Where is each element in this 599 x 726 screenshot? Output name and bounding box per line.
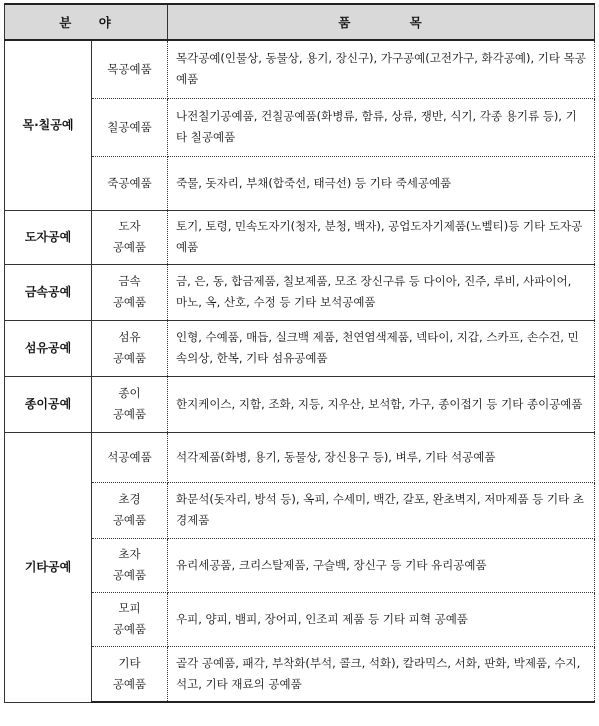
table-row (5, 538, 595, 592)
table-row (5, 482, 595, 538)
items-cell: 금, 은, 동, 합금제품, 칠보제품, 모조 장신구류 등 다이아, 진주, 루비, 사파이어, 마노, 옥, 산호, 수정 등 기타 보석공예품 (168, 264, 595, 320)
subcategory-line: 초경 (118, 492, 141, 506)
items-cell: 토기, 토령, 민속도자기(청자, 분청, 백자), 공업도자기제품(노벨티)등 기타 도자공예품 (168, 210, 595, 264)
subcategory-cell (92, 538, 168, 592)
items-cell: 한지케이스, 지함, 조화, 지등, 지우산, 보석함, 가구, 종이접기 등 기타 종이공예품 (168, 376, 595, 432)
table-row (5, 156, 595, 210)
field-cell: 목·칠공예 (5, 40, 92, 210)
table-row (5, 40, 595, 98)
subcategory-line: 목공예품 (107, 61, 152, 76)
subcategory-line: 공예품 (112, 676, 147, 691)
subcategory-line: 공예품 (112, 351, 147, 365)
field-cell: 종이공예 (5, 376, 92, 432)
subcategory-cell (92, 592, 168, 646)
items-cell: 골각 공예품, 패각, 부착화(부석, 콜크, 석화), 칼라믹스, 서화, 판화, 박제품, 수지, 석고, 기타 재료의 공예품 (168, 646, 595, 702)
subcategory-cell (92, 264, 168, 320)
subcategory-cell (92, 98, 168, 156)
subcategory-line: 공예품 (112, 407, 147, 421)
subcategory-cell (92, 210, 168, 264)
subcategory-line: 도자 (118, 219, 141, 233)
field-cell: 금속공예 (5, 264, 92, 320)
subcategory-line: 죽공예품 (107, 175, 152, 190)
table-row (5, 646, 595, 702)
items-cell: 석각제품(화병, 용기, 동물상, 장신용구 등), 벼루, 기타 석공예품 (168, 432, 595, 482)
subcategory-line: 모피 (118, 601, 141, 615)
subcategory-cell (92, 320, 168, 376)
table-row (5, 376, 595, 432)
items-cell: 나전칠기공예품, 건칠공예품(화병류, 함류, 상류, 쟁반, 식기, 각종 용기류 등), 기타 칠공예품 (168, 98, 595, 156)
subcategory-cell (92, 482, 168, 538)
field-cell: 섬유공예 (5, 320, 92, 376)
table-row (5, 320, 595, 376)
table-row (5, 432, 595, 482)
subcategory-line: 공예품 (112, 568, 147, 582)
field-cell: 도자공예 (5, 210, 92, 264)
header-field: 분 야 (5, 4, 168, 40)
subcategory-cell (92, 40, 168, 98)
subcategory-line: 금속 (118, 274, 141, 288)
items-cell: 우피, 양피, 뱀피, 장어피, 인조피 제품 등 기타 피혁 공예품 (168, 592, 595, 646)
table-row (5, 592, 595, 646)
items-cell: 화문석(돗자리, 방석 등), 옥피, 수세미, 백간, 갈포, 완초벽지, 저마제품 등 기타 초경제품 (168, 482, 595, 538)
header-items: 품 목 (168, 4, 595, 40)
subcategory-cell (92, 376, 168, 432)
subcategory-line: 석공예품 (107, 449, 152, 464)
items-cell: 유리세공품, 크리스탈제품, 구슬백, 장신구 등 기타 유리공예품 (168, 538, 595, 592)
items-cell: 죽물, 돗자리, 부채(합죽선, 태극선) 등 기타 죽세공예품 (168, 156, 595, 210)
table-row (5, 210, 595, 264)
field-cell: 기타공예 (5, 432, 92, 702)
subcategory-cell (92, 156, 168, 210)
items-cell: 목각공예(인물상, 동물상, 용기, 장신구), 가구공예(고전가구, 화각공예), 기타 목공예품 (168, 40, 595, 98)
subcategory-line: 공예품 (112, 513, 147, 527)
subcategory-line: 섬유 (118, 330, 141, 344)
subcategory-line: 초자 (118, 547, 141, 561)
subcategory-cell (92, 432, 168, 482)
craft-category-table (4, 3, 595, 703)
items-cell: 인형, 수예품, 매듭, 실크백 제품, 천연염색제품, 넥타이, 지갑, 스카프, 손수건, 민속의상, 한복, 기타 섬유공예품 (168, 320, 595, 376)
subcategory-line: 공예품 (112, 295, 147, 309)
table-header-row (5, 4, 595, 40)
subcategory-cell (92, 646, 168, 702)
table-row (5, 264, 595, 320)
table-row (5, 98, 595, 156)
subcategory-line: 기타 (118, 655, 141, 670)
subcategory-line: 칠공예품 (107, 119, 152, 134)
subcategory-line: 공예품 (112, 622, 147, 636)
subcategory-line: 공예품 (112, 240, 147, 254)
subcategory-line: 종이 (118, 386, 141, 400)
